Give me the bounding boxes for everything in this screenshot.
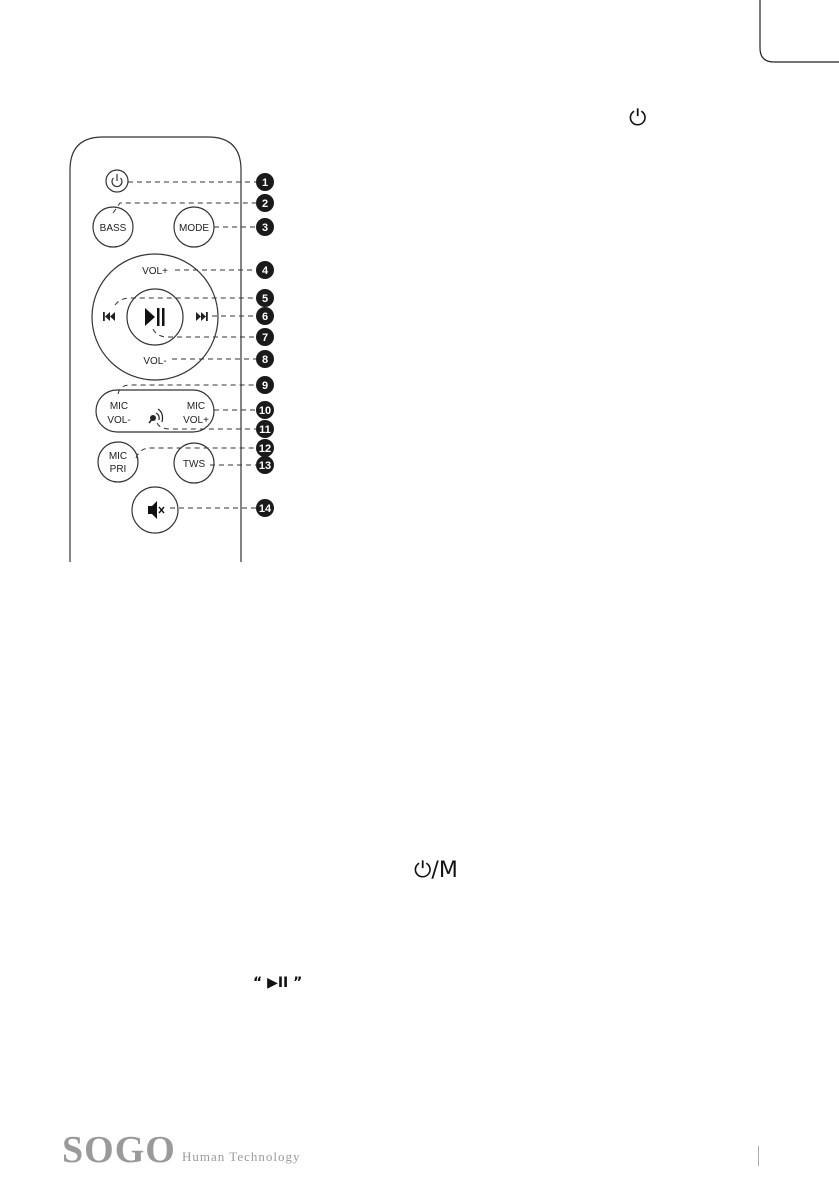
remote-body	[70, 137, 241, 562]
svg-text:MIC: MIC	[109, 401, 129, 412]
footer-divider	[758, 1146, 759, 1166]
callout-number-text: 9	[261, 380, 269, 392]
previous-track-icon[interactable]	[103, 312, 115, 321]
callout-2	[256, 194, 274, 212]
callout-6	[256, 307, 274, 325]
svg-text:BASS: BASS	[99, 223, 127, 234]
power-symbol-icon: ⏻	[629, 106, 647, 131]
mute-button[interactable]	[132, 487, 178, 533]
callout-13	[256, 456, 274, 474]
mic-vol-plus-button[interactable]	[183, 401, 209, 426]
vol-minus-button[interactable]: VOL-	[143, 356, 167, 367]
callout-1	[256, 173, 274, 191]
callout-14	[256, 499, 274, 517]
mic-echo-icon[interactable]	[149, 409, 163, 423]
callout-4	[256, 261, 274, 279]
svg-text:PRI: PRI	[109, 464, 127, 475]
mic-pri-button[interactable]	[98, 442, 138, 482]
svg-text:MIC: MIC	[108, 451, 128, 462]
svg-text:VOL-: VOL-	[107, 415, 131, 426]
callout-number-text: 8	[261, 354, 269, 366]
mic-vol-minus-button[interactable]	[107, 401, 130, 426]
next-track-icon[interactable]	[196, 312, 208, 321]
tws-button[interactable]	[174, 443, 214, 483]
callout-number-text: 1	[261, 177, 269, 189]
mode-button[interactable]	[174, 207, 214, 247]
svg-text:TWS: TWS	[182, 459, 206, 470]
vol-plus-button[interactable]: VOL+	[142, 266, 168, 277]
callout-10	[256, 401, 274, 419]
callout-number-text: 10	[258, 405, 272, 417]
callout-number-text: 12	[258, 443, 272, 455]
power-button[interactable]	[106, 170, 128, 192]
svg-text:MIC: MIC	[186, 401, 206, 412]
brand-tagline: Human Technology	[182, 1149, 301, 1164]
callout-number-text: 3	[261, 222, 269, 234]
power-mode-symbol-icon: ⏻/M	[414, 858, 458, 883]
callout-number-text: 4	[261, 265, 269, 277]
play-pause-symbol-icon: “ ▶II ”	[253, 975, 303, 991]
callout-11	[256, 420, 274, 438]
callout-number-text: 7	[261, 332, 269, 344]
callout-number-text: 11	[259, 424, 271, 436]
callout-12	[256, 439, 274, 457]
svg-text:MODE: MODE	[179, 223, 209, 234]
callout-numbers	[256, 173, 274, 517]
callout-5	[256, 289, 274, 307]
callout-number-text: 14	[258, 503, 272, 515]
play-pause-button[interactable]	[127, 289, 183, 345]
callout-9	[256, 376, 274, 394]
callout-3	[256, 218, 274, 236]
svg-text:VOL+: VOL+	[183, 415, 209, 426]
callout-number-text: 13	[258, 460, 272, 472]
callout-7	[256, 328, 274, 346]
callout-8	[256, 350, 274, 368]
callout-number-text: 5	[261, 293, 269, 305]
callout-number-text: 2	[261, 198, 269, 210]
callout-number-text: 6	[261, 311, 269, 323]
brand-logo: SOGO	[62, 1129, 176, 1171]
